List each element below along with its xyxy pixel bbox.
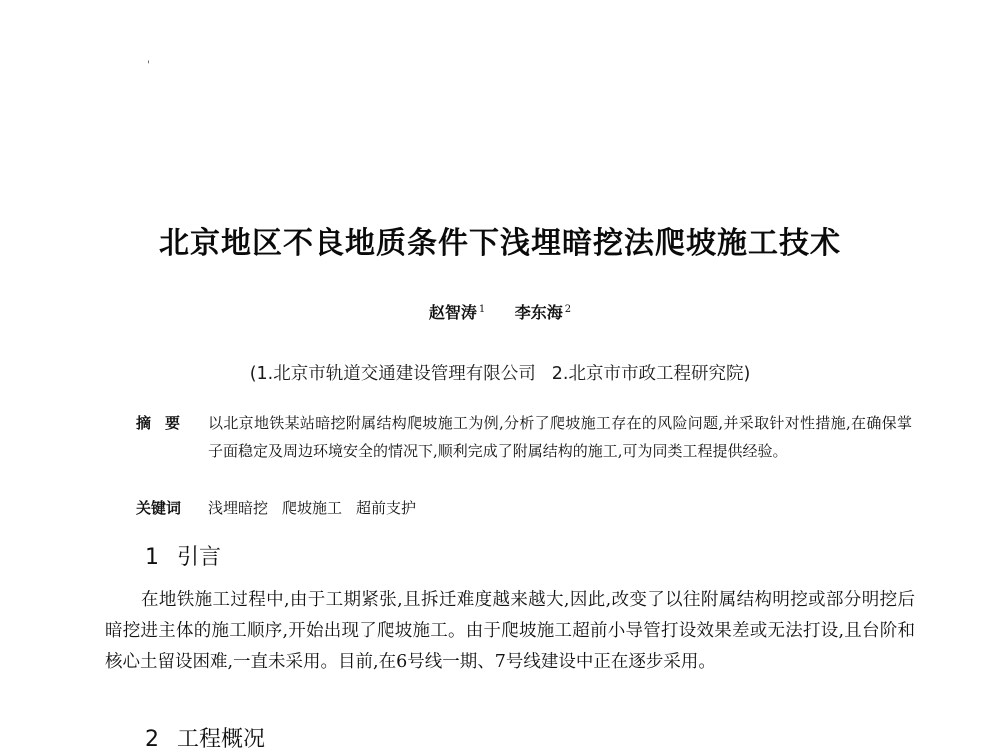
author-1-affil-mark: 1 [478, 303, 486, 315]
section-1-heading [145, 540, 221, 571]
abstract-label: 摘要 [136, 414, 195, 432]
author-2 [515, 303, 571, 322]
keywords-block [136, 497, 430, 518]
keyword-1: 浅埋暗挖 [208, 499, 269, 517]
section-2-heading [145, 722, 266, 752]
abstract-block [136, 409, 912, 465]
author-2-affil-mark: 2 [564, 303, 572, 315]
section-1-number: 1 [145, 545, 159, 570]
keywords-label: 关键词 [136, 499, 182, 517]
section-1-paragraph: 在地铁施工过程中,由于工期紧张,且拆迁难度越来越大,因此,改变了以往附属结构明挖或部分明挖后暗挖进主体的施工顺序,开始出现了爬坡施工。由于爬坡施工超前小导管打设效果差或无法打设,且台阶和核心土留设困难,一直未采用。目前,在6号线一期、7号线建设中正在逐步采用。 [105, 590, 915, 672]
affiliation-line [0, 360, 1000, 385]
paper-title: 北京地区不良地质条件下浅埋暗挖法爬坡施工技术 [159, 226, 841, 261]
affiliation-2: 2.北京市市政工程研究院 [551, 364, 744, 384]
author-1 [429, 303, 485, 322]
affiliation-1: 1.北京市轨道交通建设管理有限公司 [256, 364, 536, 384]
keyword-2: 爬坡施工 [282, 499, 343, 517]
keyword-3: 超前支护 [356, 499, 417, 517]
section-1-title: 引言 [177, 545, 222, 570]
abstract-text: 以北京地铁某站暗挖附属结构爬坡施工为例,分析了爬坡施工存在的风险问题,并采取针对性措施,在确保掌子面稳定及周边环境安全的情况下,顺利完成了附属结构的施工,可为同类工程提供经验。 [208, 414, 912, 460]
section-2-number: 2 [145, 727, 159, 752]
author-line [0, 300, 1000, 323]
author-1-name: 赵智涛 [428, 303, 477, 322]
affiliation-close-paren: ) [743, 364, 751, 384]
section-2-title: 工程概况 [177, 727, 266, 752]
affiliation-open-paren: ( [249, 364, 257, 384]
scan-speck: ' [147, 60, 150, 71]
author-2-name: 李东海 [514, 303, 563, 322]
